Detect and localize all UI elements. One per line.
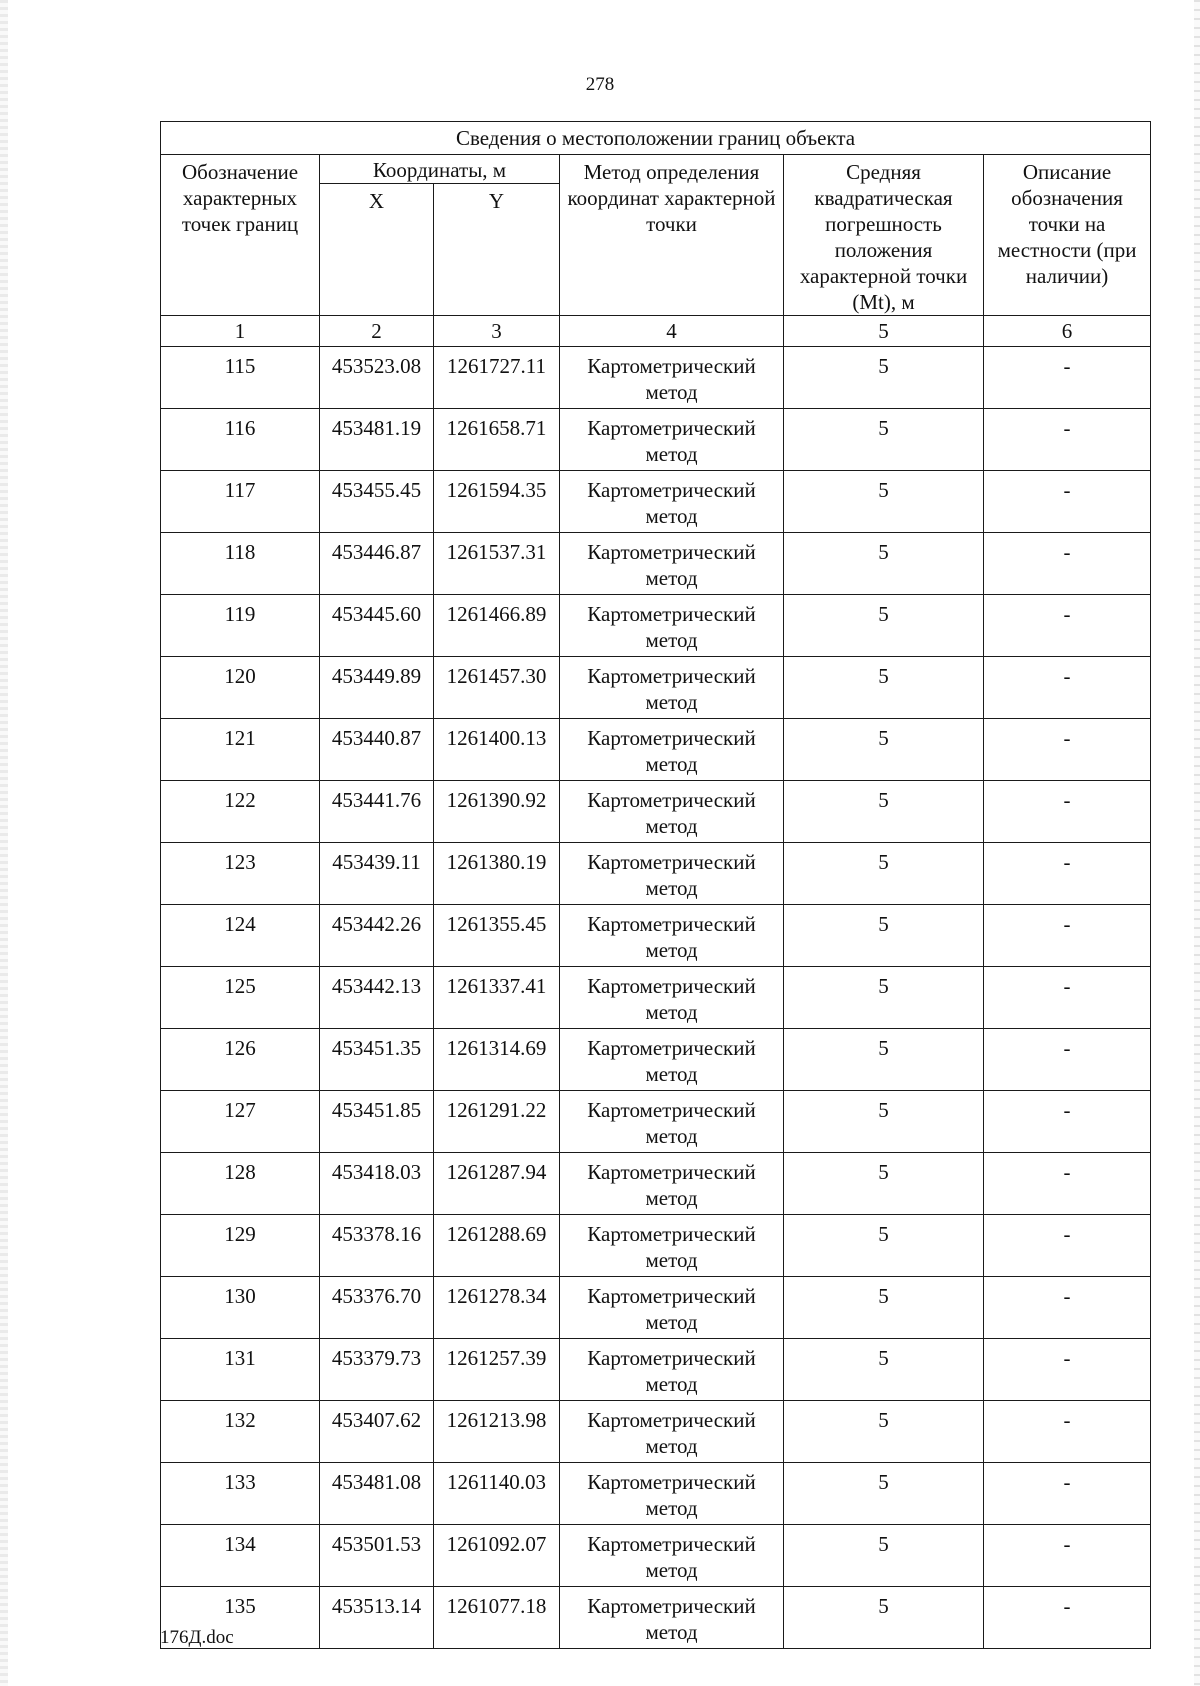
y-coordinate-cell: 1261077.18: [434, 1587, 560, 1649]
point-number-cell: 131: [161, 1339, 320, 1401]
y-coordinate-cell: 1261314.69: [434, 1029, 560, 1091]
error-cell: 5: [784, 1401, 984, 1463]
point-number-cell: 133: [161, 1463, 320, 1525]
column-number: 4: [560, 316, 784, 347]
error-cell: 5: [784, 409, 984, 471]
table-row: [161, 967, 1151, 1029]
description-cell: -: [984, 1525, 1151, 1587]
column-number: 2: [320, 316, 434, 347]
x-coordinate-cell: 453376.70: [320, 1277, 434, 1339]
description-cell: -: [984, 905, 1151, 967]
header-y: Y: [434, 184, 560, 316]
header-x: X: [320, 184, 434, 316]
point-number-cell: 116: [161, 409, 320, 471]
table-row: [161, 409, 1151, 471]
point-number-cell: 118: [161, 533, 320, 595]
table-row: [161, 1339, 1151, 1401]
method-cell: Картометрический метод: [560, 1277, 784, 1339]
point-number-cell: 123: [161, 843, 320, 905]
table-row: [161, 1153, 1151, 1215]
description-cell: -: [984, 719, 1151, 781]
point-number-cell: 115: [161, 347, 320, 409]
point-number-cell: 125: [161, 967, 320, 1029]
x-coordinate-cell: 453418.03: [320, 1153, 434, 1215]
description-cell: -: [984, 1277, 1151, 1339]
method-cell: Картометрический метод: [560, 1339, 784, 1401]
description-cell: -: [984, 967, 1151, 1029]
y-coordinate-cell: 1261291.22: [434, 1091, 560, 1153]
point-number-cell: 120: [161, 657, 320, 719]
point-number-cell: 124: [161, 905, 320, 967]
method-cell: Картометрический метод: [560, 1463, 784, 1525]
table-row: [161, 347, 1151, 409]
header-error: Средняя квадратическая погрешность положения характерной точки (Mt), м: [784, 155, 984, 316]
x-coordinate-cell: 453501.53: [320, 1525, 434, 1587]
error-cell: 5: [784, 905, 984, 967]
point-number-cell: 126: [161, 1029, 320, 1091]
table-row: [161, 1091, 1151, 1153]
error-cell: 5: [784, 1215, 984, 1277]
method-cell: Картометрический метод: [560, 533, 784, 595]
y-coordinate-cell: 1261278.34: [434, 1277, 560, 1339]
x-coordinate-cell: 453445.60: [320, 595, 434, 657]
header-method: Метод определения координат характерной точки: [560, 155, 784, 316]
column-numbers-row: [161, 316, 1151, 347]
y-coordinate-cell: 1261257.39: [434, 1339, 560, 1401]
table-row: [161, 1215, 1151, 1277]
description-cell: -: [984, 409, 1151, 471]
method-cell: Картометрический метод: [560, 905, 784, 967]
description-cell: -: [984, 1587, 1151, 1649]
error-cell: 5: [784, 1525, 984, 1587]
y-coordinate-cell: 1261727.11: [434, 347, 560, 409]
method-cell: Картометрический метод: [560, 1029, 784, 1091]
error-cell: 5: [784, 843, 984, 905]
description-cell: -: [984, 843, 1151, 905]
table-row: [161, 1525, 1151, 1587]
table-row: [161, 1463, 1151, 1525]
point-number-cell: 132: [161, 1401, 320, 1463]
x-coordinate-cell: 453449.89: [320, 657, 434, 719]
error-cell: 5: [784, 1339, 984, 1401]
column-number: 5: [784, 316, 984, 347]
x-coordinate-cell: 453451.35: [320, 1029, 434, 1091]
point-number-cell: 130: [161, 1277, 320, 1339]
method-cell: Картометрический метод: [560, 471, 784, 533]
description-cell: -: [984, 781, 1151, 843]
error-cell: 5: [784, 967, 984, 1029]
x-coordinate-cell: 453439.11: [320, 843, 434, 905]
method-cell: Картометрический метод: [560, 657, 784, 719]
scan-edge-right: [1194, 0, 1200, 1686]
footer-filename: 176Д.doc: [160, 1627, 234, 1648]
error-cell: 5: [784, 781, 984, 843]
table-row: [161, 657, 1151, 719]
error-cell: 5: [784, 471, 984, 533]
y-coordinate-cell: 1261288.69: [434, 1215, 560, 1277]
y-coordinate-cell: 1261287.94: [434, 1153, 560, 1215]
table-row: [161, 533, 1151, 595]
page-number: 278: [585, 74, 615, 95]
error-cell: 5: [784, 1463, 984, 1525]
table-row: [161, 719, 1151, 781]
method-cell: Картометрический метод: [560, 719, 784, 781]
table-body: [161, 347, 1151, 1649]
x-coordinate-cell: 453481.19: [320, 409, 434, 471]
method-cell: Картометрический метод: [560, 843, 784, 905]
column-number: 6: [984, 316, 1151, 347]
table-row: [161, 1401, 1151, 1463]
x-coordinate-cell: 453379.73: [320, 1339, 434, 1401]
point-number-cell: 134: [161, 1525, 320, 1587]
x-coordinate-cell: 453451.85: [320, 1091, 434, 1153]
table-title: Сведения о местоположении границ объекта: [161, 122, 1151, 155]
point-number-cell: 119: [161, 595, 320, 657]
description-cell: -: [984, 657, 1151, 719]
error-cell: 5: [784, 595, 984, 657]
header-description: Описание обозначения точки на местности (при наличии): [984, 155, 1151, 316]
method-cell: Картометрический метод: [560, 1401, 784, 1463]
point-number-cell: 117: [161, 471, 320, 533]
error-cell: 5: [784, 347, 984, 409]
description-cell: -: [984, 1091, 1151, 1153]
x-coordinate-cell: 453378.16: [320, 1215, 434, 1277]
error-cell: 5: [784, 1277, 984, 1339]
y-coordinate-cell: 1261466.89: [434, 595, 560, 657]
description-cell: -: [984, 1339, 1151, 1401]
method-cell: Картометрический метод: [560, 595, 784, 657]
x-coordinate-cell: 453440.87: [320, 719, 434, 781]
method-cell: Картометрический метод: [560, 1215, 784, 1277]
error-cell: 5: [784, 1091, 984, 1153]
description-cell: -: [984, 1029, 1151, 1091]
table-row: [161, 843, 1151, 905]
y-coordinate-cell: 1261380.19: [434, 843, 560, 905]
y-coordinate-cell: 1261400.13: [434, 719, 560, 781]
description-cell: -: [984, 595, 1151, 657]
error-cell: 5: [784, 533, 984, 595]
description-cell: -: [984, 1153, 1151, 1215]
y-coordinate-cell: 1261092.07: [434, 1525, 560, 1587]
method-cell: Картометрический метод: [560, 347, 784, 409]
method-cell: Картометрический метод: [560, 781, 784, 843]
description-cell: -: [984, 533, 1151, 595]
x-coordinate-cell: 453513.14: [320, 1587, 434, 1649]
description-cell: -: [984, 471, 1151, 533]
x-coordinate-cell: 453407.62: [320, 1401, 434, 1463]
method-cell: Картометрический метод: [560, 1525, 784, 1587]
description-cell: -: [984, 1215, 1151, 1277]
header-coords: Координаты, м: [320, 155, 560, 184]
x-coordinate-cell: 453455.45: [320, 471, 434, 533]
method-cell: Картометрический метод: [560, 1587, 784, 1649]
method-cell: Картометрический метод: [560, 1153, 784, 1215]
x-coordinate-cell: 453441.76: [320, 781, 434, 843]
column-number: 1: [161, 316, 320, 347]
x-coordinate-cell: 453442.13: [320, 967, 434, 1029]
description-cell: -: [984, 1463, 1151, 1525]
y-coordinate-cell: 1261658.71: [434, 409, 560, 471]
method-cell: Картометрический метод: [560, 967, 784, 1029]
table-row: [161, 1277, 1151, 1339]
table-row: [161, 471, 1151, 533]
error-cell: 5: [784, 1029, 984, 1091]
description-cell: -: [984, 347, 1151, 409]
y-coordinate-cell: 1261140.03: [434, 1463, 560, 1525]
point-number-cell: 121: [161, 719, 320, 781]
column-number: 3: [434, 316, 560, 347]
header-point: Обозначение характерных точек границ: [161, 155, 320, 316]
table-row: [161, 1587, 1151, 1649]
scan-edge-left: [0, 0, 8, 1686]
error-cell: 5: [784, 657, 984, 719]
point-number-cell: 122: [161, 781, 320, 843]
description-cell: -: [984, 1401, 1151, 1463]
method-cell: Картометрический метод: [560, 409, 784, 471]
table-row: [161, 595, 1151, 657]
y-coordinate-cell: 1261390.92: [434, 781, 560, 843]
x-coordinate-cell: 453481.08: [320, 1463, 434, 1525]
point-number-cell: 128: [161, 1153, 320, 1215]
y-coordinate-cell: 1261457.30: [434, 657, 560, 719]
table-row: [161, 781, 1151, 843]
method-cell: Картометрический метод: [560, 1091, 784, 1153]
y-coordinate-cell: 1261213.98: [434, 1401, 560, 1463]
x-coordinate-cell: 453446.87: [320, 533, 434, 595]
table-row: [161, 1029, 1151, 1091]
y-coordinate-cell: 1261355.45: [434, 905, 560, 967]
y-coordinate-cell: 1261337.41: [434, 967, 560, 1029]
x-coordinate-cell: 453442.26: [320, 905, 434, 967]
coordinates-table: [160, 121, 1151, 1649]
x-coordinate-cell: 453523.08: [320, 347, 434, 409]
error-cell: 5: [784, 1587, 984, 1649]
point-number-cell: 127: [161, 1091, 320, 1153]
point-number-cell: 135: [161, 1587, 320, 1649]
y-coordinate-cell: 1261537.31: [434, 533, 560, 595]
point-number-cell: 129: [161, 1215, 320, 1277]
error-cell: 5: [784, 719, 984, 781]
table-row: [161, 905, 1151, 967]
y-coordinate-cell: 1261594.35: [434, 471, 560, 533]
error-cell: 5: [784, 1153, 984, 1215]
